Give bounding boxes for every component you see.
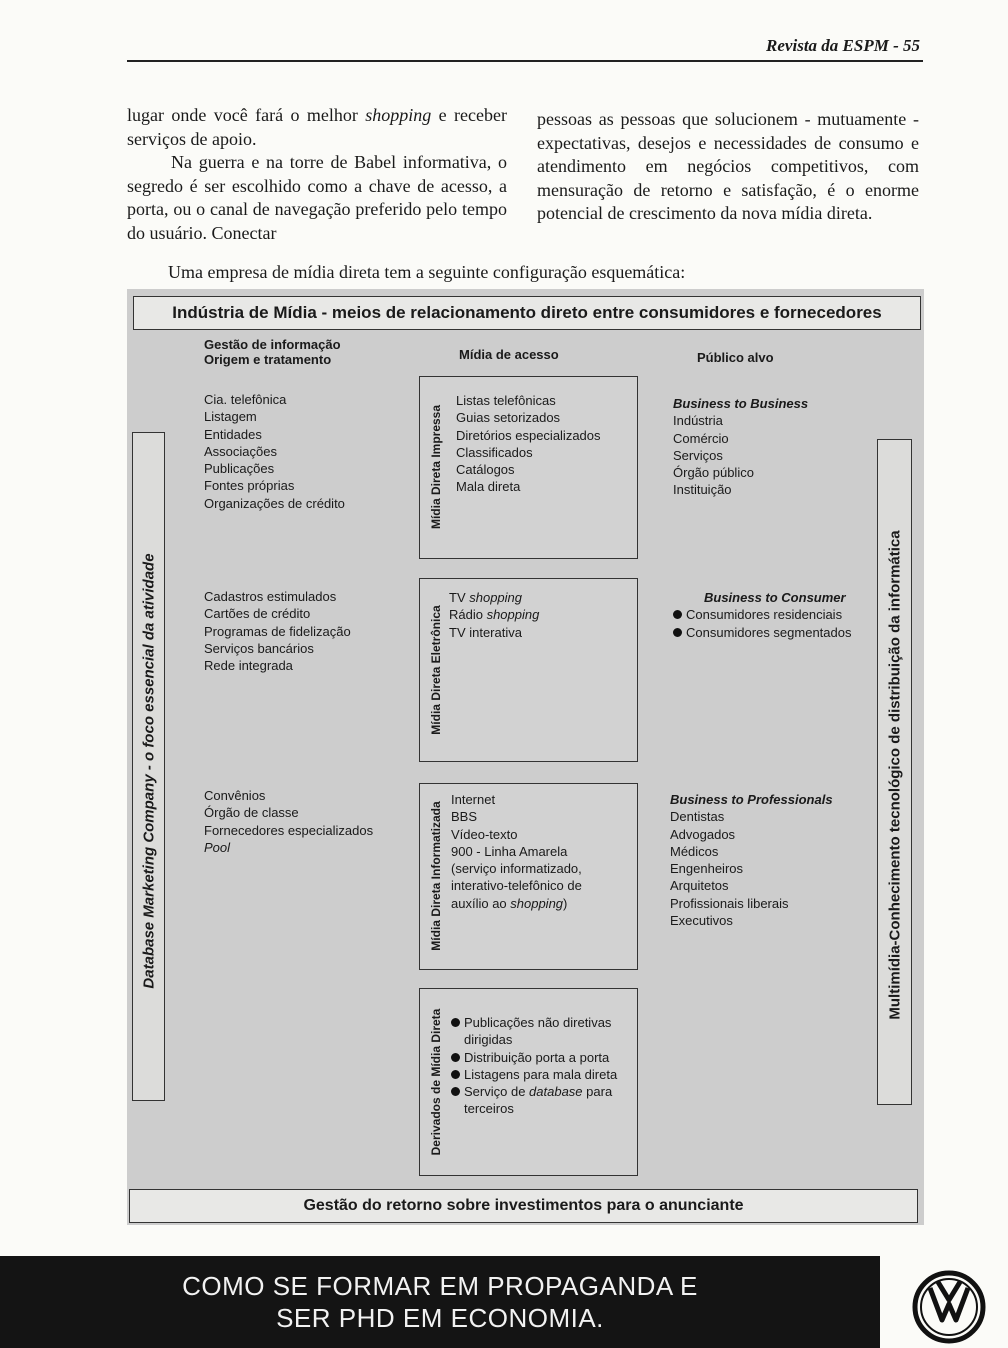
article-left-column [127,104,507,245]
list-item: 900 - Linha Amarela [451,843,568,859]
audience-list-2 [673,589,851,641]
channel-box-eletronica [419,578,638,762]
bullet-icon [451,1070,460,1079]
right-paragraph: pessoas as pessoas que solucionem - mutuamente - expectativas, desejos e necessidades de consumo e atendimento em negócios competitivos, com mensuração de retorno e satisfação, é o enorme potencial de crescimento da nova mídia direta. [537,109,919,223]
origins-list-3 [204,787,373,856]
audience-title: Business to Consumer [704,590,846,605]
bullet-icon [451,1053,460,1062]
list-item: Executivos [670,913,733,929]
channel-box-derivados [419,988,638,1176]
list-item: terceiros [464,1101,514,1117]
list-item: Fontes próprias [204,478,295,494]
list-item: Comércio [673,430,729,446]
list-item: auxílio ao shopping) [451,895,568,911]
list-item: Serviço de database para [451,1083,617,1100]
list-item: Listagens para mala direta [451,1066,617,1083]
audience-title: Business to Professionals [670,792,833,807]
audience-title: Business to Business [673,396,809,411]
list-item: Consumidores residenciais [673,606,851,623]
header-rule [127,60,923,62]
left-sidebar-label: Database Marketing Company - o foco essencial da atividade [140,553,158,989]
channel-label-eletronica: Mídia Direta Eletrônica [429,605,443,735]
vw-logo-icon [912,1270,986,1344]
list-item: Organizações de crédito [204,495,345,511]
right-sidebar [877,439,912,1105]
figure-intro: Uma empresa de mídia direta tem a seguinte configuração esquemática: [168,262,686,282]
channel-label-derivados: Derivados de Mídia Direta [429,1008,443,1156]
list-item: Catálogos [456,462,515,478]
list-item: Cadastros estimulados [204,589,337,604]
list-item: Convênios [204,788,266,803]
list-item: Dentistas [670,809,725,825]
right-sidebar-label: Multimídia-Conhecimento tecnológico de distribuição da informática [886,530,904,1020]
list-item: Vídeo-texto [451,826,518,842]
list-item: Programas de fidelização [204,623,351,639]
ad-banner [0,1256,880,1348]
list-item: interativo-telefônico de [451,878,582,894]
list-item: Publicações não diretivas [451,1014,617,1031]
list-item: Listagem [204,409,257,425]
list-item: Distribuição porta a porta [451,1049,617,1066]
bullet-icon [673,628,682,637]
list-item: Serviços bancários [204,640,314,656]
top-banner: Indústria de Mídia - meios de relacionamento direto entre consumidores e fornecedores [133,296,921,330]
list-item: Instituição [673,482,732,498]
left-paragraph-2: Na guerra e na torre de Babel informativa, o segredo é ser escolhido como a chave de acesso, a porta, ou o canal de navegação preferido pelo tempo do usuário. Conectar [127,152,507,243]
list-item: TV shopping [449,590,523,605]
list-item: Indústria [673,413,723,429]
bullet-icon [451,1087,460,1096]
heading-gestao: Gestão de informação Origem e tratamento [204,337,341,367]
list-item: Diretórios especializados [456,427,601,443]
bullet-icon [451,1018,460,1027]
channel-label-informatizada: Mídia Direta Informatizada [429,801,443,951]
list-item: Internet [451,792,496,807]
list-item: Rádio shopping [449,607,540,623]
list-item: Publicações [204,461,275,477]
channel-box-impressa [419,376,638,559]
list-item: Médicos [670,843,719,859]
ad-line-1: COMO SE FORMAR EM PROPAGANDA E [182,1271,698,1301]
channel-label-impressa: Mídia Direta Impressa [429,404,443,530]
list-item: Advogados [670,826,736,842]
article-right-column [537,108,919,226]
list-item: Engenheiros [670,861,743,877]
list-item: dirigidas [464,1032,513,1048]
list-item: Consumidores segmentados [673,624,851,641]
list-item: Órgão público [673,465,754,481]
list-item: Cartões de crédito [204,606,311,622]
list-item: BBS [451,809,478,825]
list-item: Serviços [673,447,723,463]
running-header: Revista da ESPM - 55 [766,36,920,55]
heading-publico: Público alvo [697,350,774,365]
list-item: Classificados [456,444,533,460]
list-item: Rede integrada [204,658,293,674]
audience-list-3 [670,791,833,929]
list-item: Listas telefônicas [456,393,556,408]
list-item: Entidades [204,426,262,442]
bullet-icon [673,610,682,619]
heading-midia: Mídia de acesso [459,347,559,362]
list-item: Cia. telefônica [204,392,287,407]
left-sidebar [132,432,165,1101]
list-item: Mala direta [456,479,521,495]
list-item: Associações [204,443,277,459]
list-item: Fornecedores especializados [204,822,374,838]
audience-list-1 [673,395,808,499]
list-item: Profissionais liberais [670,895,789,911]
list-item: Arquitetos [670,878,729,894]
bottom-banner: Gestão do retorno sobre investimentos para o anunciante [129,1189,918,1223]
list-item: Órgão de classe [204,805,299,821]
left-paragraph-1: lugar onde você fará o melhor shopping e receber serviços de apoio. [127,105,508,149]
list-item: TV interativa [449,624,522,640]
list-item: Guias setorizados [456,410,561,426]
list-item: Pool [204,839,231,855]
list-item: (serviço informatizado, [451,861,582,877]
origins-list-1 [204,391,345,512]
channel-box-informatizada [419,783,638,970]
origins-list-2 [204,588,351,674]
ad-line-2: SER PHD EM ECONOMIA. [276,1303,604,1333]
